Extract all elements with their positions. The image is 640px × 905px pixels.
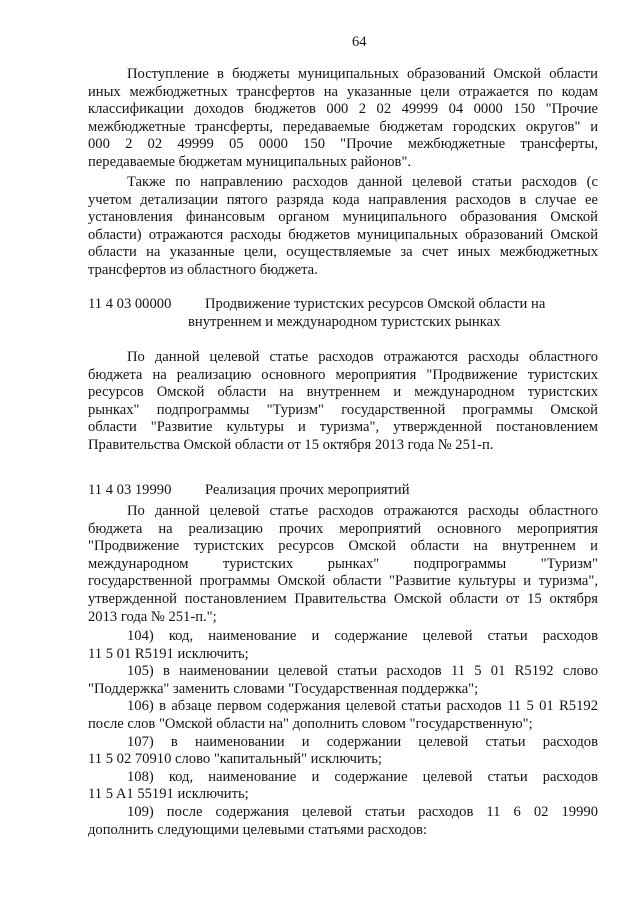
list-item: [88, 628, 598, 663]
section-title-line: Продвижение туристских ресурсов Омской области на: [205, 296, 546, 312]
paragraph-line: утвержденной постановлением Правительства Омской области от 15 октября: [88, 590, 598, 607]
paragraph-line: трансфертов из областного бюджета.: [88, 261, 318, 278]
list-item-line: 105) в наименовании целевой статьи расходов 11 5 01 R5192 слово: [127, 663, 598, 680]
paragraph-line: передаваемые бюджетам муниципальных районов".: [88, 153, 412, 170]
paragraph-line: установления финансовым органом муниципального образования Омской: [88, 209, 598, 226]
paragraph-line: области "Развитие культуры и туризма", утвержденной постановлением: [88, 419, 598, 436]
list-item: [88, 769, 598, 804]
paragraph-line: бюджета на реализацию основного мероприятия "Продвижение туристских: [88, 366, 598, 383]
section-code: 11 4 03 19990: [88, 482, 172, 498]
section-title-line: внутреннем и международном туристских рынках: [188, 313, 501, 330]
paragraph-line: 000 2 02 49999 05 0000 150 "Прочие межбюджетные трансферты,: [88, 136, 598, 153]
list-item-line: дополнить следующими целевыми статьями расходов:: [88, 821, 427, 838]
paragraph-line: области) отражаются расходы бюджетов муниципальных образований Омской: [88, 226, 598, 243]
list-item-line: 107) в наименовании и содержании целевой статьи расходов: [127, 733, 598, 750]
paragraph-line: рынках" подпрограммы "Туризм" государственной программы Омской: [88, 401, 598, 418]
list-item: [88, 663, 598, 698]
paragraph-line: "Продвижение туристских ресурсов Омской области на внутреннем и: [88, 538, 598, 555]
paragraph-line: международном туристских рынках" подпрограммы "Туризм": [88, 555, 598, 572]
list-item-line: 11 5 A1 55191 исключить;: [88, 786, 249, 803]
list-item: [88, 734, 598, 769]
paragraph-line: ресурсов Омской области на внутреннем и международном туристских: [88, 384, 598, 401]
paragraph-line: По данной целевой статье расходов отражаются расходы областного: [127, 349, 598, 365]
amendments-list: [88, 628, 598, 839]
paragraph-line: 2013 года № 251-п.";: [88, 608, 217, 625]
list-item-line: 108) код, наименование и содержание целевой статьи расходов: [127, 768, 598, 785]
paragraph-line: межбюджетные трансферты, передаваемые бюджетам городских округов" и: [88, 118, 598, 135]
paragraph-expenses: [88, 174, 598, 280]
page-number: 64: [352, 34, 367, 50]
list-item-line: после слов "Омской области на" дополнить словом "государственную";: [88, 715, 533, 732]
paragraph-line: Правительства Омской области от 15 октября 2013 года № 251-п.: [88, 436, 494, 453]
list-item-line: 106) в абзаце первом содержания целевой статьи расходов 11 5 01 R5192: [127, 698, 598, 715]
paragraph-line: классификации доходов бюджетов 000 2 02 49999 04 0000 150 "Прочие: [88, 101, 598, 118]
paragraph-line: иных межбюджетных трансфертов на указанные цели отражается по кодам: [88, 83, 598, 100]
paragraph-line: бюджета на реализацию прочих мероприятий основного мероприятия: [88, 520, 598, 537]
paragraph-line: Поступление в бюджеты муниципальных образований Омской области: [127, 66, 598, 82]
list-item: [88, 804, 598, 839]
list-item-line: "Поддержка" заменить словами "Государственная поддержка";: [88, 680, 479, 697]
section-title: [188, 482, 598, 500]
paragraph-line: государственной программы Омской области "Развитие культуры и туризма",: [88, 573, 598, 590]
list-item-line: 11 5 02 70910 слово "капитальный" исключить;: [88, 751, 382, 768]
paragraph-section2-description: [88, 503, 598, 626]
paragraph-income: [88, 66, 598, 172]
list-item: [88, 698, 598, 733]
section-code: 11 4 03 00000: [88, 296, 172, 312]
section-title-line: Реализация прочих мероприятий: [205, 482, 410, 498]
paragraph-section1-description: [88, 349, 598, 455]
list-item-line: 11 5 01 R5191 исключить;: [88, 645, 249, 662]
section-title: [188, 296, 598, 331]
paragraph-line: учетом детализации пятого разряда кода направления расходов в случае ее: [88, 191, 598, 208]
paragraph-line: Также по направлению расходов данной целевой статьи расходов (с: [127, 174, 598, 190]
paragraph-line: По данной целевой статье расходов отражаются расходы областного: [127, 503, 598, 519]
list-item-line: 104) код, наименование и содержание целевой статьи расходов: [127, 628, 598, 644]
list-item-line: 109) после содержания целевой статьи расходов 11 6 02 19990: [127, 803, 598, 820]
paragraph-line: области на указанные цели, осуществляемые за счет иных межбюджетных: [88, 244, 598, 261]
